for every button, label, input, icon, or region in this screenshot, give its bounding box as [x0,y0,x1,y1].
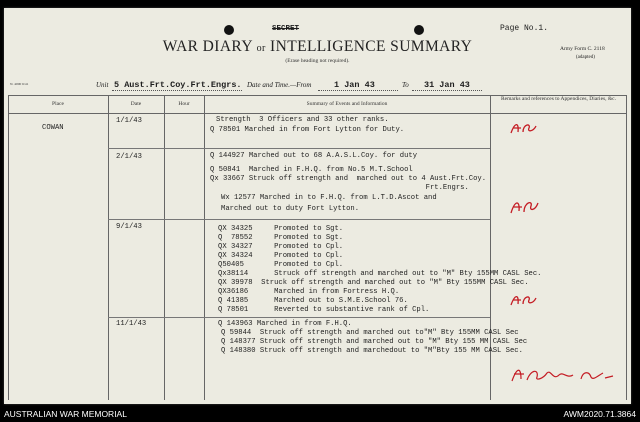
date-entry: 11/1/43 [116,320,147,328]
title-intelligence-summary: INTELLIGENCE SUMMARY [270,38,473,55]
classification-stamp: SECRET [272,25,300,33]
page-title [4,38,631,56]
title-or: or [256,43,266,54]
punch-hole-icon [414,25,424,35]
unit-label: Unit [96,81,109,89]
diary-entry: Q 59844 Struck off strength and marched out to"M" Bty 155MM CASL Sec [221,329,519,337]
diary-entry: Frt.Engrs. [210,184,469,192]
diary-entry: QX 34327 Promoted to Cpl. [218,243,344,251]
diary-entry: QX 34325 Promoted to Sgt. [218,225,344,233]
subtitle: (Erase heading not required). [285,58,350,64]
column-header-summary: Summary of Events and Information [306,101,388,107]
diary-entry: Qx 33667 Struck off strength and marched out to 4 Aust.Frt.Coy. [210,175,487,183]
diary-entry: Q50405 Promoted to Cpl. [218,261,344,269]
form-print-code: N. 4000 6/41 [10,82,29,86]
diary-entry: Q 78501 Marched in from Fort Lytton for Duty. [210,126,405,134]
diary-entry: Qx38114 Struck off strength and marched out to "M" Bty 155MM CASL Sec. [218,270,542,278]
from-date-value: 1 Jan 43 [334,80,375,90]
diary-entry: QX 34324 Promoted to Cpl. [218,252,344,260]
punch-hole-icon [224,25,234,35]
diary-entry: QX36186 Marched in from Fortress H.Q. [218,288,400,296]
table-header-rule [8,113,627,114]
archive-caption-right: AWM2020.71.3864 [563,409,636,419]
archive-caption-left: AUSTRALIAN WAR MEMORIAL [4,409,127,419]
red-initials-mark [509,198,541,216]
diary-entry: Marched out to duty Fort Lytton. [221,205,360,213]
to-date-value: 31 Jan 43 [424,80,470,90]
date-entry: 2/1/43 [116,153,142,161]
army-form-number: Army Form C. 2118 [560,46,605,52]
diary-entry: Wx 12577 Marched in to F.H.Q. from L.T.D.Ascot and [221,194,437,202]
date-time-label: Date and Time.—From [247,81,312,89]
diary-entry: Q 50841 Marched in F.H.Q. from No.5 M.T.School [210,166,413,174]
title-war-diary: WAR DIARY [162,38,253,55]
diary-entry: Q 41385 Marched out to S.M.E.School 76. [218,297,408,305]
diary-entry: Q 144927 Marched out to 68 A.A.S.L.Coy. for duty [210,152,418,160]
adapted-note: (adapted) [576,55,595,60]
place-cowan: COWAN [42,124,64,132]
date-entry: 1/1/43 [116,117,142,125]
diary-entry: Strength 3 Officers and 33 other ranks. [216,116,389,124]
red-signature-mark [509,363,619,387]
red-initials-mark [509,120,539,136]
column-header-hour: Hour [178,101,190,107]
column-header-place: Place [52,101,64,107]
diary-entry: Q 148377 Struck off strength and marched out to "M" Bty 155 MM CASL Sec [221,338,528,346]
to-label: To [402,81,409,89]
diary-entry: QX 39978 Struck off strength and marched out to "M" Bty 155MM CASL Sec. [218,279,529,287]
diary-entry: Q 143963 Marched in from F.H.Q. [218,320,352,328]
war-diary-sheet [4,8,631,404]
red-initials-mark [509,292,539,308]
page-number: Page No.1. [500,24,549,33]
diary-entry: Q 78501 Reverted to substantive rank of Cpl. [218,306,430,314]
unit-value: 5 Aust.Frt.Coy.Frt.Engrs. [114,80,242,90]
diary-entry: Q 78552 Promoted to Sgt. [218,234,344,242]
date-entry: 9/1/43 [116,223,142,231]
column-header-remarks: Remarks and references to Appendices, Diaries, &c. [501,96,616,102]
column-header-date: Date [130,101,142,107]
diary-entry: Q 148380 Struck off strength and marchedout to "M"Bty 155 MM CASL Sec. [221,347,523,355]
